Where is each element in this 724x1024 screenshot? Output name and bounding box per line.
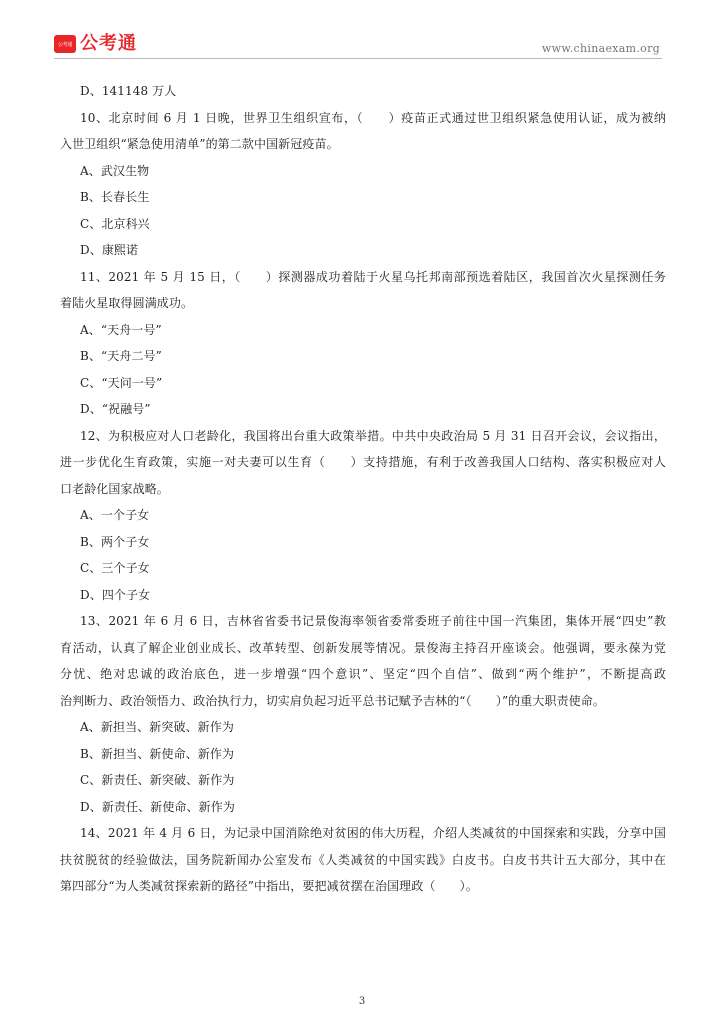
- question-text-line: 着陆火星取得圆满成功。: [60, 296, 194, 310]
- answer-option: C、“天问一号”: [80, 375, 163, 390]
- question-text-line: 入世卫组织“紧急使用清单”的第二款中国新冠疫苗。: [60, 137, 339, 151]
- question-text-line: 分忧、绝对忠诚的政治底色，进一步增强“四个意识”、坚定“四个自信”、做到“两个维护”，不断提高政: [60, 667, 666, 681]
- answer-option: C、北京科兴: [80, 216, 150, 231]
- answer-option: D、四个子女: [80, 587, 151, 602]
- question-text-line: 13、2021 年 6 月 6 日，吉林省省委书记景俊海率领省委常委班子前往中国一汽集团，集体开展“四史”教: [80, 614, 666, 628]
- header-divider: [54, 58, 662, 59]
- logo-text: 公考通: [80, 33, 137, 54]
- answer-option: D、141148 万人: [80, 84, 177, 98]
- answer-option: A、武汉生物: [80, 163, 150, 178]
- answer-option: B、长春长生: [80, 190, 150, 204]
- question-text-line: 11、2021 年 5 月 15 日，（ ）探测器成功着陆于火星乌托邦南部预选着陆区，我国首次火星探测任务: [80, 269, 666, 284]
- page-number: 3: [358, 996, 366, 1007]
- question-text-line: 扶贫脱贫的经验做法，国务院新闻办公室发布《人类减贫的中国实践》白皮书。白皮书共计五大部分，其中在: [60, 852, 666, 867]
- answer-option: A、一个子女: [80, 508, 150, 522]
- answer-option: A、“天舟一号”: [80, 322, 162, 337]
- question-text-line: 10、北京时间 6 月 1 日晚，世界卫生组织宣布，（ ）疫苗正式通过世卫组织紧急使用认证，成为被纳: [80, 110, 666, 125]
- logo-badge: 公考通: [54, 35, 76, 53]
- question-text-line: 第四部分“为人类减贫探索新的路径”中指出，要把减贫摆在治国理政（ ）。: [60, 879, 478, 893]
- answer-option: B、两个子女: [80, 534, 150, 549]
- answer-option: D、新责任、新使命、新作为: [80, 799, 235, 814]
- answer-option: D、康熙诺: [80, 243, 139, 257]
- question-text-line: 口老龄化国家战略。: [60, 481, 169, 496]
- question-text-line: 治判断力、政治领悟力、政治执行力，切实肩负起习近平总书记赋予吉林的“（ ）”的重大职责使命。: [60, 693, 605, 708]
- question-text-line: 14、2021 年 4 月 6 日，为记录中国消除绝对贫困的伟大历程，介绍人类减贫的中国探索和实践，分享中国: [80, 826, 666, 840]
- answer-option: C、新责任、新突破、新作为: [80, 773, 235, 787]
- site-url[interactable]: www.chinaexam.org: [541, 42, 660, 55]
- answer-option: A、新担当、新突破、新作为: [80, 720, 234, 734]
- question-text-line: 12、为积极应对人口老龄化，我国将出台重大政策举措。中共中央政治局 5 月 31 日召开会议，会议指出，: [80, 428, 666, 443]
- logo[interactable]: [54, 34, 137, 54]
- answer-option: B、“天舟二号”: [80, 349, 162, 363]
- page-header: [0, 0, 724, 62]
- answer-option: C、三个子女: [80, 561, 150, 575]
- answer-option: B、新担当、新使命、新作为: [80, 746, 235, 761]
- question-text-line: 育活动，认真了解企业创业成长、改革转型、创新发展等情况。景俊海主持召开座谈会。他强调，要永葆为党: [60, 640, 666, 655]
- question-text-line: 进一步优化生育政策，实施一对夫妻可以生育（ ）支持措施，有利于改善我国人口结构、落实积极应对人: [60, 455, 666, 469]
- answer-option: D、“祝融号”: [80, 402, 151, 416]
- document-body: [60, 78, 666, 900]
